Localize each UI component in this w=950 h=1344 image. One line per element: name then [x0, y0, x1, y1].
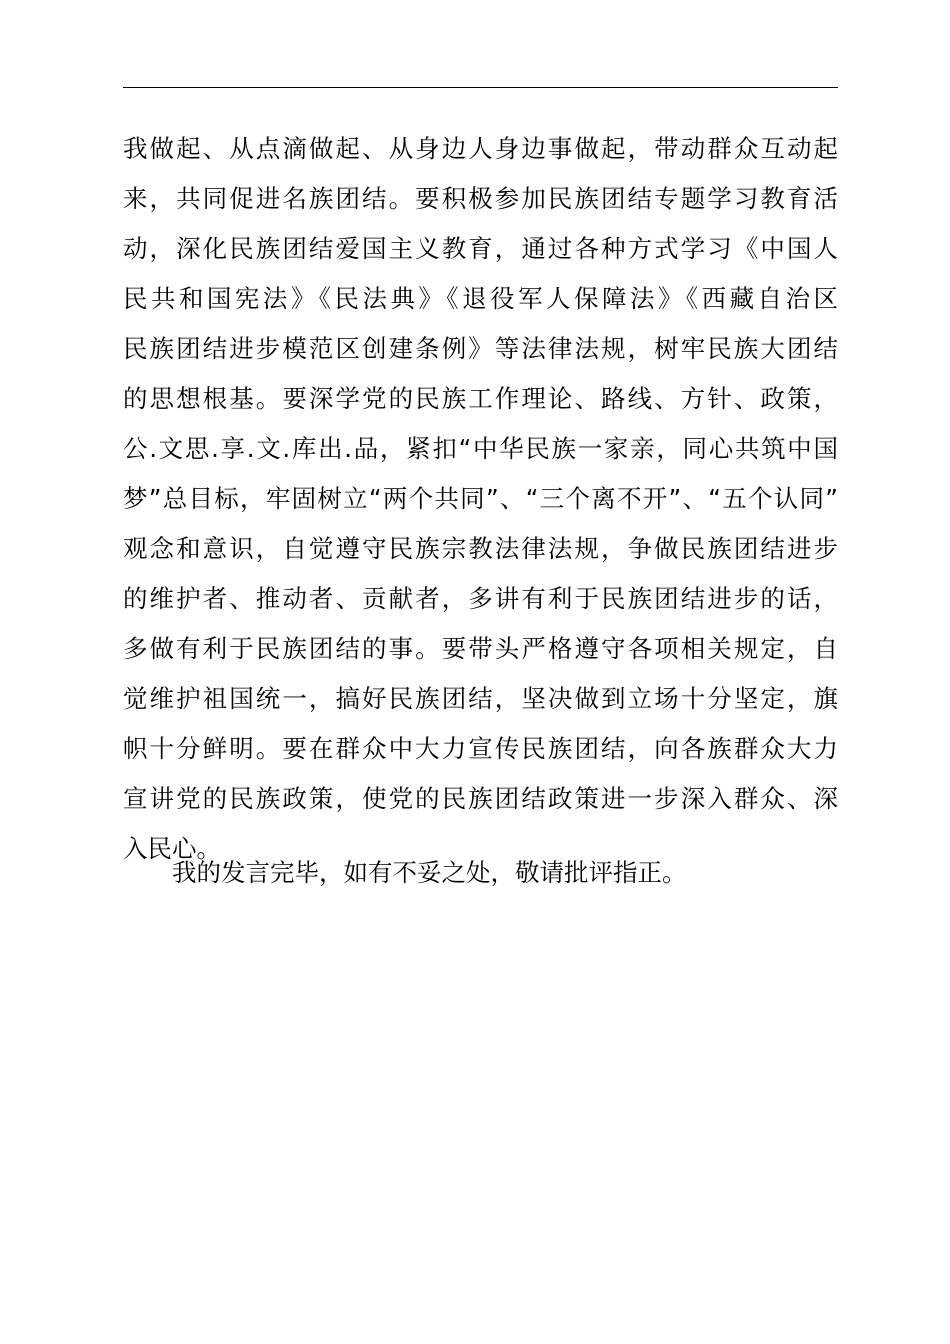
body-line: 宣讲党的民族政策，使党的民族团结政策进一步深入群众、深: [123, 784, 838, 813]
body-line: 来，共同促进名族团结。要积极参加民族团结专题学习教育活: [123, 184, 838, 213]
body-line: 的思想根基。要深学党的民族工作理论、路线、方针、政策，: [123, 384, 838, 413]
closing-paragraph: 我的发言完毕，如有不妥之处，敬请批评指正。: [172, 858, 687, 887]
body-line: 的维护者、推动者、贡献者，多讲有利于民族团结进步的话，: [123, 584, 838, 613]
body-line: 帜十分鲜明。要在群众中大力宣传民族团结，向各族群众大力: [123, 734, 838, 763]
body-line: 动，深化民族团结爱国主义教育，通过各种方式学习《中国人: [123, 234, 838, 263]
body-line: 公.文思.享.文.库出.品，紧扣“中华民族一家亲，同心共筑中国: [123, 434, 838, 463]
body-line: 梦”总目标，牢固树立“两个共同”、“三个离不开”、“五个认同”: [123, 484, 838, 513]
body-line: 觉维护祖国统一，搞好民族团结，坚决做到立场十分坚定，旗: [123, 684, 838, 713]
body-line: 我做起、从点滴做起、从身边人身边事做起，带动群众互动起: [123, 134, 838, 163]
body-paragraph: [123, 124, 838, 874]
body-line: 民共和国宪法》《民法典》《退役军人保障法》《西藏自治区: [123, 284, 838, 313]
body-line-last: 入民心。: [123, 834, 221, 863]
header-rule: [123, 87, 838, 88]
body-line: 民族团结进步模范区创建条例》等法律法规，树牢民族大团结: [123, 334, 838, 363]
body-line: 多做有利于民族团结的事。要带头严格遵守各项相关规定，自: [123, 634, 838, 663]
body-line: 观念和意识，自觉遵守民族宗教法律法规，争做民族团结进步: [123, 534, 838, 563]
